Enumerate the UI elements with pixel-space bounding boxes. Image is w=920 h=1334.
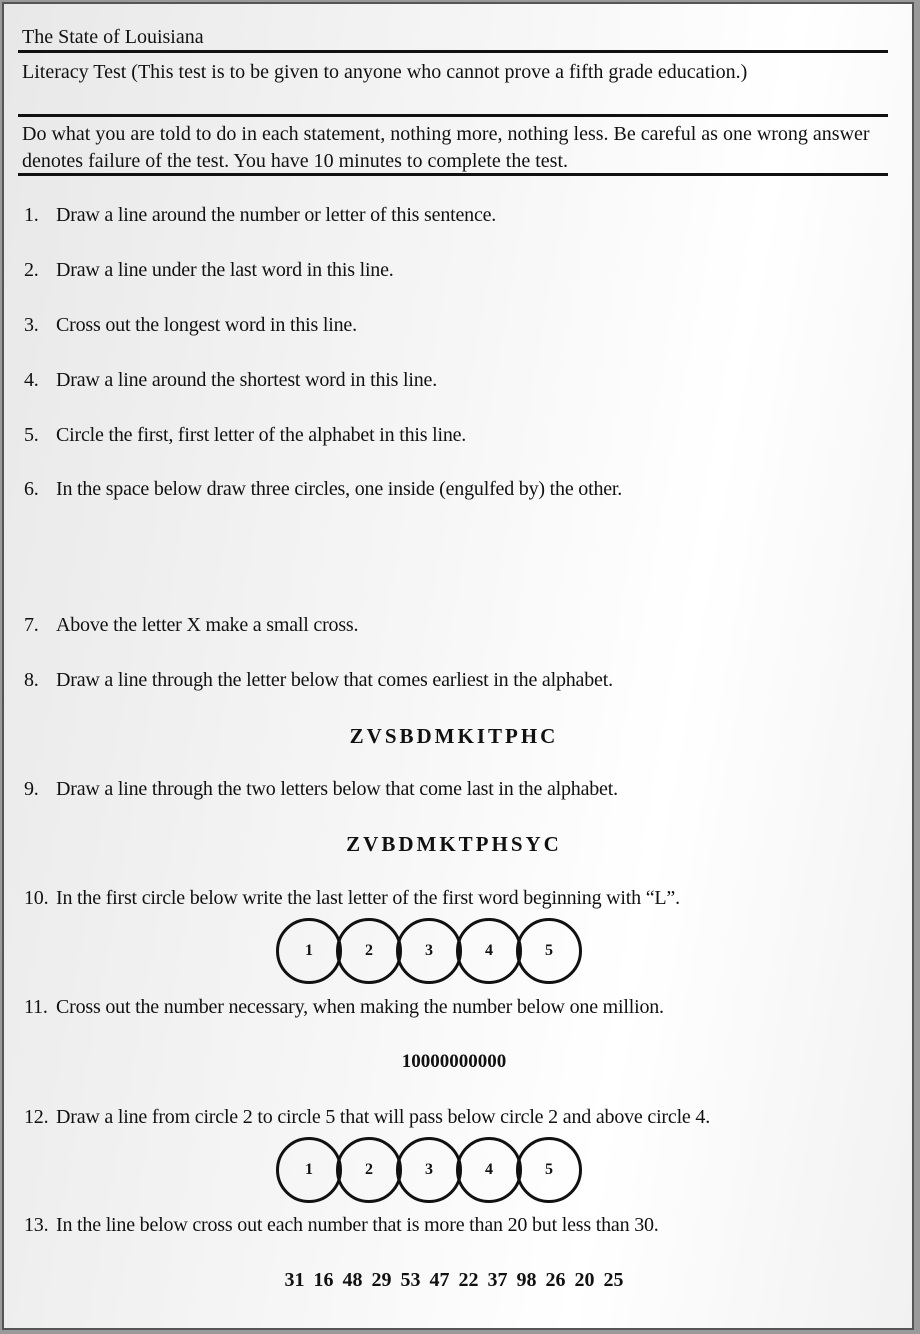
question-text: In the first circle below write the last letter of the first word beginning with “L”. — [56, 887, 680, 909]
question-text: Draw a line around the number or letter of this sentence. — [56, 204, 497, 226]
question-text: Cross out the longest word in this line. — [56, 314, 357, 336]
question-number: 2. — [24, 259, 39, 281]
question-number: 11. — [24, 996, 48, 1018]
question-text: Draw a line through the two letters below that come last in the alphabet. — [56, 778, 618, 800]
question-number: 13. — [24, 1214, 49, 1236]
question-12 — [24, 1106, 710, 1129]
question-6 — [24, 478, 622, 501]
circle-row-q10 — [276, 918, 576, 984]
test-instructions: Do what you are told to do in each statement, nothing more, nothing less. Be careful as one wrong answer denotes failure of the test. You have 10 minutes to complete the test. — [22, 123, 870, 172]
question-number: 4. — [24, 369, 39, 391]
question-5 — [24, 424, 466, 447]
question-text: Draw a line under the last word in this line. — [56, 259, 394, 281]
question-number: 1. — [24, 204, 39, 226]
question-1 — [24, 204, 496, 227]
question-number: 12. — [24, 1106, 49, 1128]
document-subtitle: Literacy Test (This test is to be given to anyone who cannot prove a fifth grade education.) — [22, 61, 748, 83]
question-number: 3. — [24, 314, 39, 336]
question-4 — [24, 369, 437, 392]
question-text: Draw a line from circle 2 to circle 5 that will pass below circle 2 and above circle 4. — [56, 1106, 710, 1128]
question-text: In the space below draw three circles, one inside (engulfed by) the other. — [56, 478, 623, 500]
header-rule-1 — [18, 50, 888, 53]
circle-3[interactable]: 3 — [396, 918, 462, 984]
circle-4[interactable]: 4 — [456, 918, 522, 984]
circle-1[interactable]: 1 — [276, 918, 342, 984]
question-number: 8. — [24, 669, 39, 691]
question-text: Draw a line around the shortest word in this line. — [56, 369, 438, 391]
question-number: 10. — [24, 887, 49, 909]
question-number: 9. — [24, 778, 39, 800]
circle-2[interactable]: 2 — [336, 1137, 402, 1203]
header-rule-3 — [18, 173, 888, 176]
number-q11: 10000000000 — [401, 1051, 507, 1072]
question-number: 7. — [24, 614, 39, 636]
circle-5[interactable]: 5 — [516, 1137, 582, 1203]
circle-3[interactable]: 3 — [396, 1137, 462, 1203]
question-7 — [24, 614, 358, 637]
question-text: Cross out the number necessary, when making the number below one million. — [56, 996, 664, 1018]
question-2 — [24, 259, 394, 282]
circle-1[interactable]: 1 — [276, 1137, 342, 1203]
question-8 — [24, 669, 613, 692]
question-number: 5. — [24, 424, 39, 446]
question-text: Above the letter X make a small cross. — [56, 614, 359, 636]
letter-sequence-q9: ZVBDMKTPHSYC — [346, 832, 562, 856]
document-title: The State of Louisiana — [22, 26, 204, 48]
circle-4[interactable]: 4 — [456, 1137, 522, 1203]
question-10 — [24, 887, 680, 910]
question-number: 6. — [24, 478, 39, 500]
circle-row-q12 — [276, 1137, 576, 1203]
header-rule-2 — [18, 114, 888, 117]
question-text: Draw a line through the letter below that comes earliest in the alphabet. — [56, 669, 613, 691]
question-text: In the line below cross out each number that is more than 20 but less than 30. — [56, 1214, 659, 1236]
question-9 — [24, 778, 618, 801]
circle-5[interactable]: 5 — [516, 918, 582, 984]
question-13 — [24, 1214, 659, 1237]
circle-2[interactable]: 2 — [336, 918, 402, 984]
literacy-test-page — [2, 2, 914, 1330]
question-text: Circle the first, first letter of the alphabet in this line. — [56, 424, 467, 446]
question-11 — [24, 996, 664, 1019]
question-3 — [24, 314, 357, 337]
letter-sequence-q8: ZVSBDMKITPHC — [349, 724, 559, 748]
number-sequence-q13: 31 16 48 29 53 47 22 37 98 26 20 25 — [284, 1269, 624, 1291]
